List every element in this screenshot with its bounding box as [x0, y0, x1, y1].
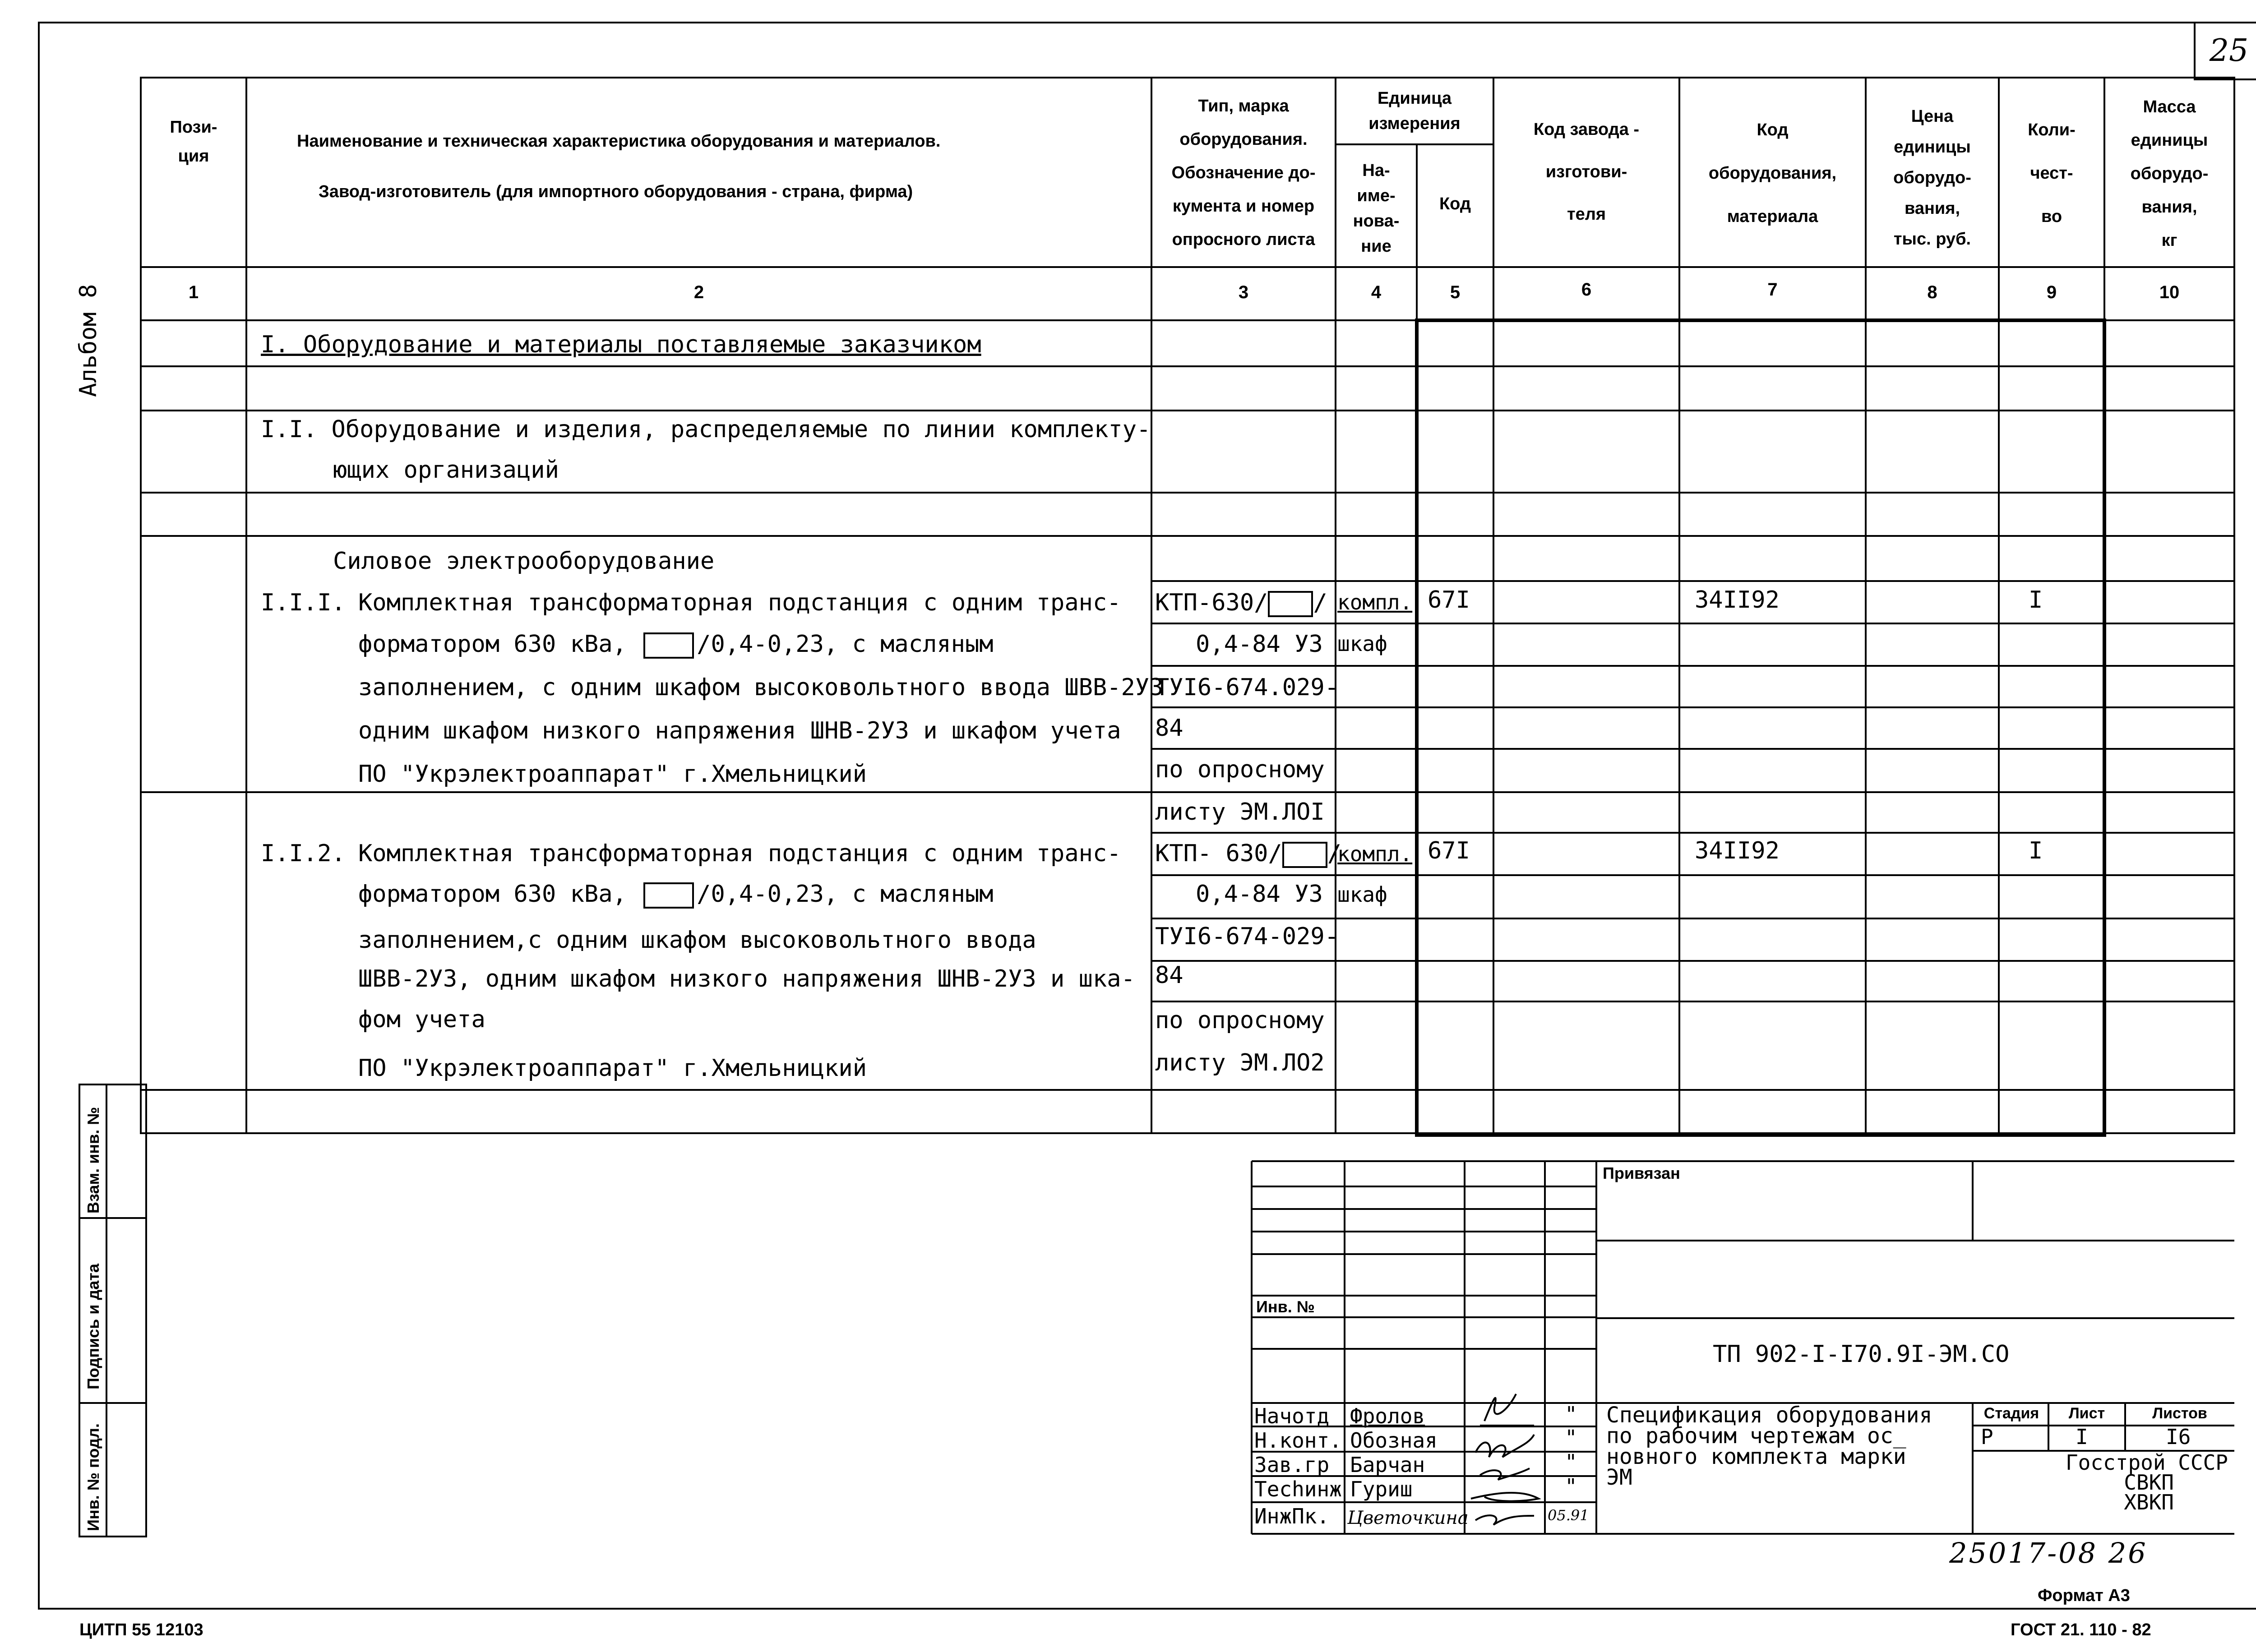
strip-signature-date: Подпись и дата	[84, 1264, 102, 1389]
item-112-line5: фом учета	[358, 1006, 485, 1033]
item-111-line5: ПО "Укрэлектроаппарат" г.Хмельницкий	[358, 761, 867, 788]
album-label: Альбом 8	[75, 284, 102, 397]
item-112-type-b: 0,4-84 УЗ	[1196, 881, 1323, 908]
strip-inv-podl: Инв. № подл.	[84, 1423, 102, 1531]
blank-box	[643, 882, 694, 909]
item-111-line2: форматором 630 кВа, /0,4-0,23, с масляным	[358, 631, 994, 658]
item-111-line3: заполнением, с одним шкафом высоковольтного ввода ШВВ-2УЗ	[358, 674, 1164, 701]
tb-date-3: "	[1565, 1450, 1577, 1474]
item-112-quantity: I	[2029, 837, 2043, 864]
item-111-type-c: ТУI6-674.029-	[1155, 674, 1339, 701]
archive-number: 25017-08 26	[1949, 1537, 2148, 1569]
item-112-type-f: листу ЭМ.ЛО2	[1155, 1049, 1325, 1076]
header-equipment-code: Код оборудования, материала	[1708, 120, 1837, 226]
item-112-line6: ПО "Укрэлектроаппарат" г.Хмельницкий	[358, 1055, 867, 1082]
tb-date-2: "	[1565, 1426, 1577, 1450]
header-price: Цена единицы оборудо- вания, тыс. руб.	[1893, 107, 1971, 249]
item-112-line3: заполнением,с одним шкафом высоковольтного ввода	[358, 927, 1036, 954]
blank-box	[1268, 591, 1313, 617]
item-111-type-b: 0,4-84 УЗ	[1196, 631, 1323, 658]
item-111-line4: одним шкафом низкого напряжения ШНВ-2УЗ и шкафом учета	[358, 717, 1121, 744]
item-111-unit-code: 67I	[1428, 586, 1470, 614]
signatures	[1466, 1380, 1545, 1534]
item-112-equipment-code: 34II92	[1695, 837, 1780, 864]
tb-name-2: Обозная	[1350, 1428, 1438, 1453]
item-112-unit-code: 67I	[1428, 837, 1470, 864]
header-mass: Масса единицы оборудо- вания, кг	[2130, 97, 2209, 250]
tb-title: Спецификация оборудования по рабочим чертежам ос_ новного комплекта марки ЭМ	[1606, 1403, 1932, 1490]
item-111-type-e: по опросному	[1155, 756, 1325, 783]
col-number-10: 10	[2159, 282, 2180, 302]
col-number-5: 5	[1450, 282, 1461, 302]
item-112-unit-b: шкаф	[1337, 882, 1387, 907]
item-112-line2: форматором 630 кВа, /0,4-0,23, с масляным	[358, 881, 994, 908]
item-112-type-e: по опросному	[1155, 1007, 1325, 1034]
item-112-type-a: КТП- 630/ /	[1155, 840, 1342, 867]
tb-sheets: I6	[2166, 1425, 2191, 1449]
col-number-8: 8	[1927, 282, 1937, 302]
item-111-unit: компл.	[1337, 590, 1413, 614]
tb-role-5: ИнжПк.	[1254, 1504, 1330, 1528]
page-number: 25	[2194, 22, 2256, 80]
col-number-1: 1	[188, 282, 199, 302]
group-title: Силовое электрооборудование	[333, 548, 715, 575]
col-number-2: 2	[693, 282, 704, 302]
item-111-type-f: листу ЭМ.ЛОI	[1155, 798, 1325, 826]
tb-role-3: Зав.гр	[1254, 1453, 1330, 1477]
header-unit-name: На- име- нова- ние	[1353, 161, 1400, 256]
header-quantity: Коли- чест- во	[2028, 120, 2076, 226]
col-number-3: 3	[1238, 282, 1249, 302]
col-number-9: 9	[2046, 282, 2057, 302]
strip-vzam-inv: Взам. инв. №	[84, 1107, 102, 1214]
item-112-position: I.I.2.	[261, 840, 346, 867]
tb-date-5: 05.91	[1548, 1507, 1589, 1524]
tb-stage: Р	[1981, 1425, 1993, 1449]
tb-name-5: Цветочкина	[1347, 1508, 1469, 1528]
item-112-type-d: 84	[1155, 962, 1183, 989]
col-number-4: 4	[1371, 282, 1382, 302]
header-position: Пози- ция	[170, 118, 217, 166]
tb-sheet-label: Лист	[2068, 1405, 2105, 1422]
tb-inv-no: Инв. №	[1256, 1297, 1315, 1316]
col-number-7: 7	[1767, 280, 1778, 300]
blank-box	[643, 632, 694, 659]
subsection-title-line2: ющих организаций	[333, 457, 559, 484]
header-name-line1: Наименование и техническая характеристика оборудования и материалов.	[297, 132, 941, 151]
tb-date-1: "	[1565, 1402, 1577, 1426]
item-112-line4: ШВВ-2УЗ, одним шкафом низкого напряжения ШНВ-2УЗ и шка-	[358, 965, 1135, 992]
header-unit: Единица измерения	[1368, 89, 1461, 133]
item-111-quantity: I	[2029, 586, 2043, 614]
tb-name-3: Барчан	[1350, 1453, 1425, 1477]
item-111-type-d: 84	[1155, 715, 1183, 742]
section-title: I. Оборудование и материалы поставляемые заказчиком	[261, 331, 981, 358]
tb-name-4: Гуриш	[1350, 1477, 1413, 1501]
col-number-6: 6	[1581, 280, 1592, 300]
tb-role-4: Techинж	[1254, 1477, 1342, 1501]
item-111-line1: Комплектная трансформаторная подстанция с одним транс-	[358, 589, 1121, 616]
tb-role-1: Начотд	[1254, 1404, 1330, 1428]
tb-organization: Госстрой СССР СВКП ХВКП	[2065, 1450, 2228, 1514]
blank-box	[1282, 842, 1327, 868]
tb-date-4: "	[1565, 1474, 1577, 1499]
footer-right: ГОСТ 21. 110 - 82	[2011, 1620, 2151, 1639]
item-111-position: I.I.I.	[261, 589, 346, 616]
subsection-title-line1: I.I. Оборудование и изделия, распределяемые по линии комплекту-	[261, 416, 1151, 443]
tb-role-2: Н.конт.	[1254, 1428, 1342, 1453]
item-111-unit-b: шкаф	[1337, 632, 1387, 656]
header-factory-code: Код завода - изготови- теля	[1533, 120, 1640, 224]
item-111-type-a: КТП-630/ /	[1155, 589, 1327, 616]
item-112-unit: компл.	[1337, 842, 1413, 866]
tb-name-1: Фролов	[1350, 1404, 1425, 1428]
tb-stage-label: Стадия	[1983, 1405, 2039, 1422]
item-112-line1: Комплектная трансформаторная подстанция с одним транс-	[358, 840, 1121, 867]
format-label: Формат А3	[2038, 1586, 2130, 1605]
item-111-equipment-code: 34II92	[1695, 586, 1780, 614]
header-type: Тип, марка оборудования. Обозначение до- кумента и номер опросного листа	[1171, 97, 1316, 249]
tb-sheets-label: Листов	[2152, 1405, 2207, 1422]
tb-privyazan: Привязан	[1603, 1164, 1680, 1182]
tb-sheet: I	[2076, 1425, 2088, 1449]
footer-left: ЦИТП 55 12103	[79, 1620, 203, 1639]
item-112-type-c: ТУI6-674-029-	[1155, 923, 1339, 950]
header-unit-code: Код	[1439, 194, 1471, 213]
header-name-line2: Завод-изготовитель (для импортного оборудования - страна, фирма)	[319, 182, 913, 201]
tb-designation: ТП 902-I-I70.9I-ЭМ.СО	[1713, 1341, 2010, 1368]
